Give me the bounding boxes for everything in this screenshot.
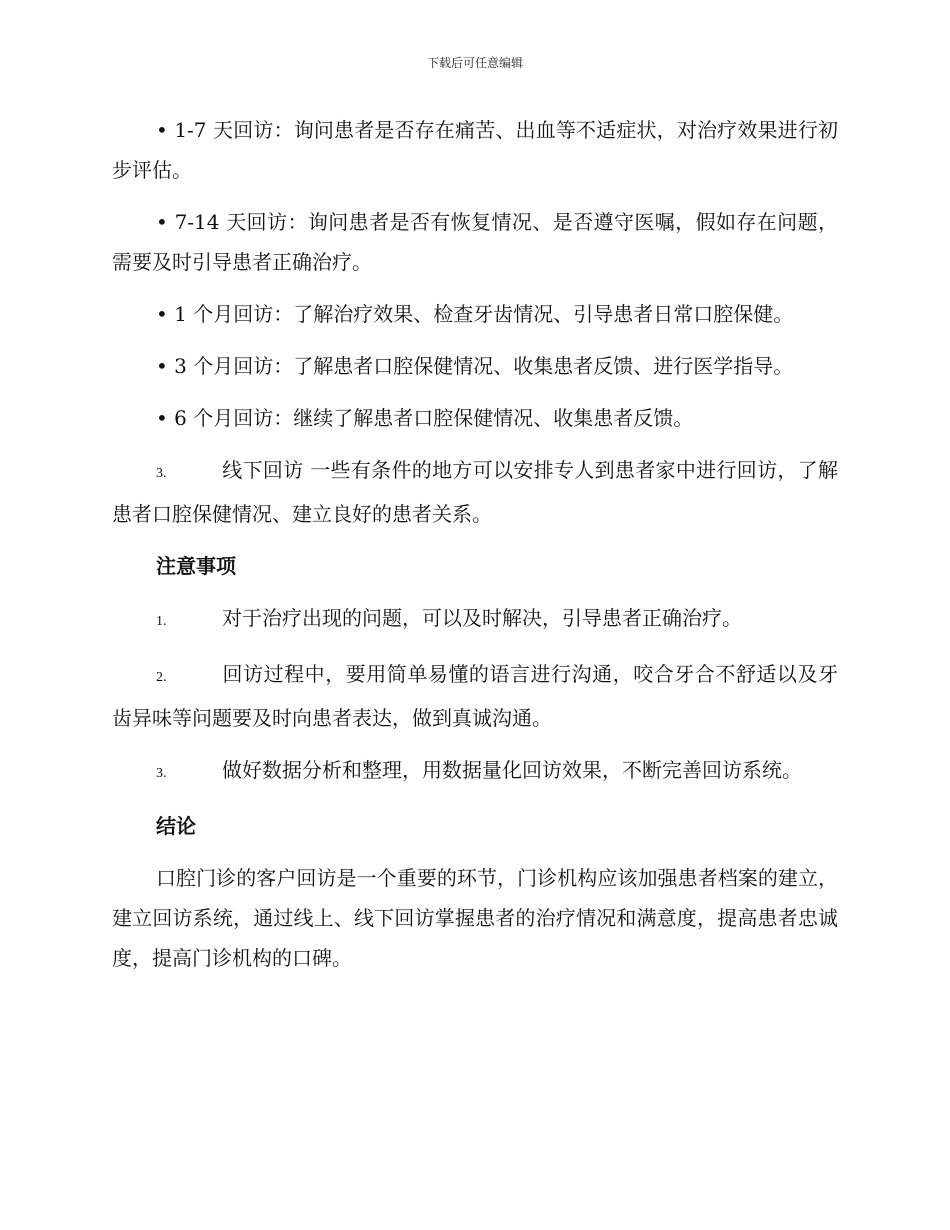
bullet-mark: • <box>156 118 168 142</box>
bullet-item <box>112 294 838 334</box>
bullet-mark: • <box>156 406 168 430</box>
notes-item-text: 做好数据分析和整理，用数据量化回访效果，不断完善回访系统。 <box>222 758 802 782</box>
list-number: 2. <box>156 670 167 685</box>
notes-item <box>112 750 838 794</box>
notes-item <box>112 654 838 738</box>
document-body <box>112 110 838 990</box>
list-number: 1. <box>156 614 167 629</box>
bullet-item <box>112 110 838 190</box>
notes-item <box>112 598 838 642</box>
bullet-text: 3 个月回访：了解患者口腔保健情况、收集患者反馈、进行医学指导。 <box>174 354 794 378</box>
notes-item-text: 回访过程中，要用简单易懂的语言进行沟通，咬合牙合不舒适以及牙齿异味等问题要及时向患者表达，做到真诚沟通。 <box>112 662 838 730</box>
notes-item-text: 对于治疗出现的问题，可以及时解决，引导患者正确治疗。 <box>222 606 742 630</box>
bullet-item <box>112 346 838 386</box>
bullet-item <box>112 398 838 438</box>
bullet-text: 1 个月回访：了解治疗效果、检查牙齿情况、引导患者日常口腔保健。 <box>174 302 794 326</box>
offline-visit-text: 线下回访 一些有条件的地方可以安排专人到患者家中进行回访，了解患者口腔保健情况、建立良好的患者关系。 <box>112 458 838 526</box>
bullet-mark: • <box>156 210 168 234</box>
list-number: 3. <box>156 466 167 481</box>
bullet-mark: • <box>156 354 168 378</box>
conclusion-heading: 结论 <box>156 814 196 838</box>
conclusion-paragraph: 口腔门诊的客户回访是一个重要的环节，门诊机构应该加强患者档案的建立，建立回访系统，通过线上、线下回访掌握患者的治疗情况和满意度，提高患者忠诚度，提高门诊机构的口碑。 <box>112 866 838 970</box>
bullet-mark: • <box>156 302 168 326</box>
bullet-item <box>112 202 838 282</box>
bullet-text: 1-7 天回访：询问患者是否存在痛苦、出血等不适症状，对治疗效果进行初步评估。 <box>112 118 838 182</box>
bullet-text: 6 个月回访：继续了解患者口腔保健情况、收集患者反馈。 <box>174 406 694 430</box>
notes-heading: 注意事项 <box>156 554 236 578</box>
list-number: 3. <box>156 766 167 781</box>
offline-visit-paragraph <box>112 450 838 534</box>
page-header: 下载后可任意编辑 <box>426 56 523 70</box>
bullet-text: 7-14 天回访：询问患者是否有恢复情况、是否遵守医嘱，假如存在问题，需要及时引导患者正确治疗。 <box>112 210 838 274</box>
